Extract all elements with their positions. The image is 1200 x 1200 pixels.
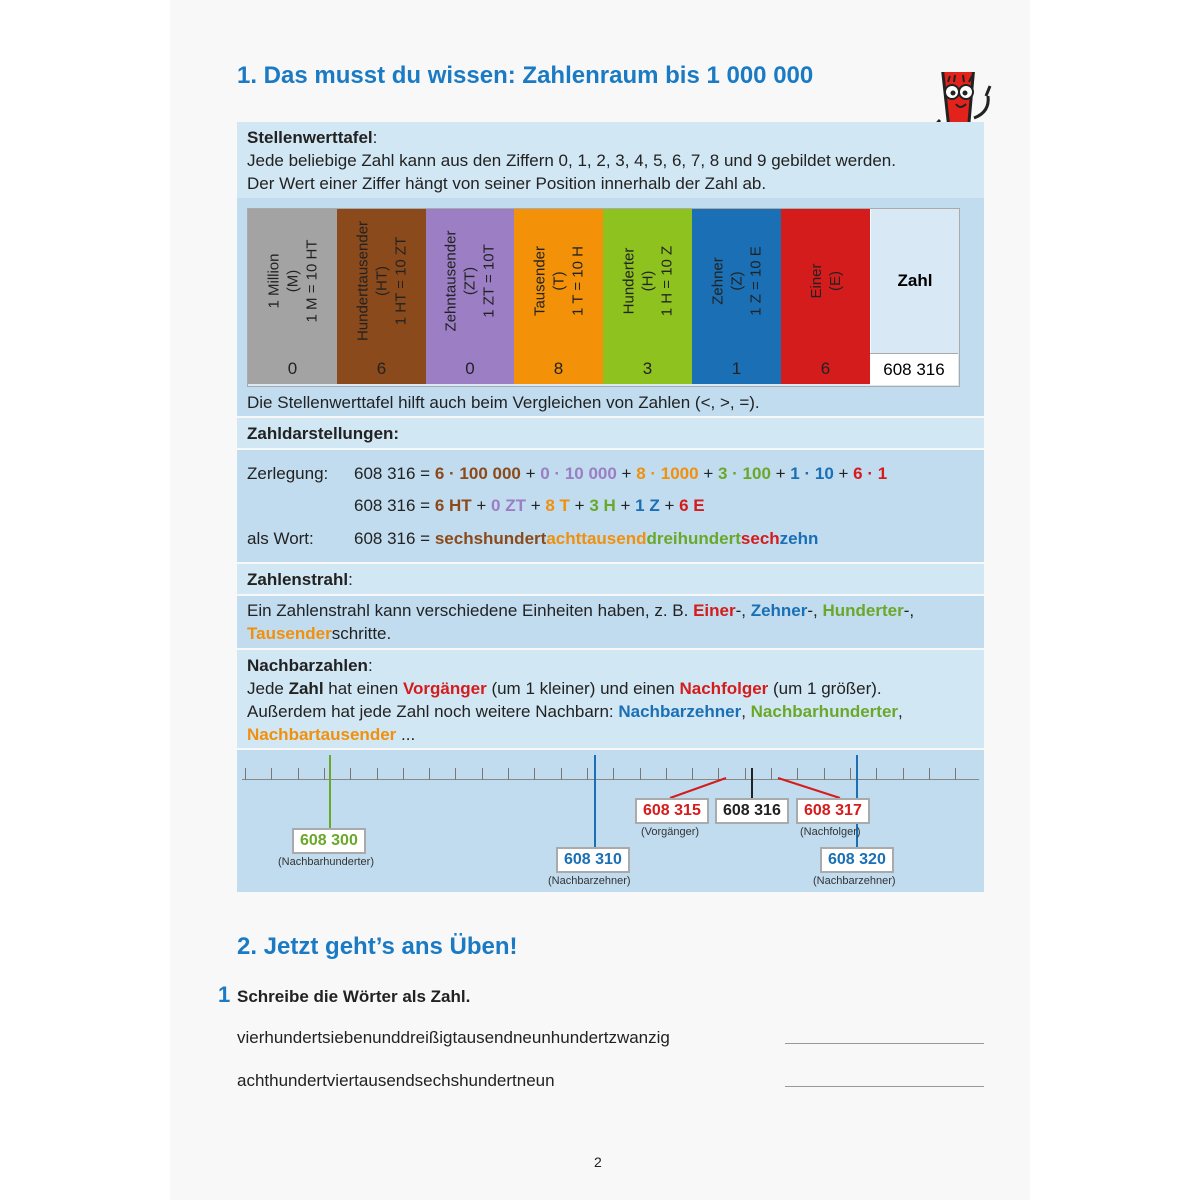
place-column-7 [781,209,871,353]
place-column-label [353,221,410,341]
zerlegung-number: 608 316 [354,496,416,515]
zerlegung-term: 6 [434,464,445,483]
number-header: Zahl [897,271,933,290]
plus-sign: + [471,496,492,515]
place-column-2 [337,209,427,353]
word-sech: sech [740,529,780,548]
label-abbr: (ZT) [461,266,479,296]
nachbarzahlen-line1: Jede Zahl hat einen Vorgänger (um 1 kleiner) und einen Nachfolger (um 1 größer). [247,679,882,698]
plus-sign: + [526,496,546,515]
zerlegung-term: · [727,464,743,483]
number-line-tick [929,768,930,780]
plus-sign: + [569,496,590,515]
label-name: Zehner [709,257,726,305]
zerlegung-number: 608 316 [354,464,416,483]
zerlegung-term: 8 [636,464,646,483]
word-acht: acht [546,529,582,548]
place-value-digit: 8 [514,353,604,384]
number-value-cell: 608 316 [870,353,958,385]
zahlenstrahl-line2: Tausenderschritte. [247,624,392,643]
zerlegung-place-term: 6 HT [434,496,472,515]
connector-608310 [594,755,596,847]
connector-608300 [329,755,331,828]
place-value-digit: 6 [337,353,427,384]
zerlegung-term: · [549,464,565,483]
plus-sign: + [833,464,854,483]
label-rule: 1 T = 10 H [569,246,586,316]
number-line-tick [640,768,641,780]
word-dreihundert: dreihundert [646,529,741,548]
label-name: Tausender [531,245,548,317]
number-line-box: 608 320 [820,847,894,873]
label-rule: 1 HT = 10 ZT [392,236,409,326]
number-line-axis [242,779,979,780]
zerlegung-term: · [862,464,878,483]
number-line-tick [903,768,904,780]
wort-number: 608 316 [354,529,416,548]
number-line-box: 608 317 [796,798,870,824]
zerlegung-term: 1 [877,464,888,483]
place-column-5 [603,209,693,353]
number-line-tick [508,768,509,780]
zerlegung-term: 6 [853,464,863,483]
zerlegung-term: 1000 [660,464,699,483]
zahlenstrahl-line1: Ein Zahlenstrahl kann verschiedene Einheiten haben, z. B. Einer-, Zehner-, Hunderter-, [247,601,915,620]
label-rule: 1 ZT = 10T [480,244,498,318]
place-value-digit: 3 [603,353,693,384]
label-name: Einer [807,263,825,299]
plus-sign: + [698,464,718,483]
zahldarstellungen-heading: Zahldarstellungen: [247,424,400,443]
place-column-label [807,263,845,298]
place-value-digit: 0 [248,353,338,384]
word-zehn: zehn [779,529,819,548]
label-abbr: (T) [550,271,567,291]
number-line-tick [429,768,430,780]
place-column-label [708,246,765,316]
number-line-box: 608 316 [715,798,789,824]
number-line-caption: (Vorgänger) [641,826,700,838]
answer-field-2[interactable] [785,1086,984,1087]
number-line-tick [534,768,535,780]
zerlegung-label: Zerlegung: [247,464,329,483]
plus-sign: + [659,496,680,515]
zerlegung-place-term: 8 T [545,496,570,515]
equals-sign: = [415,496,435,515]
zerlegung-term: 100 [742,464,771,483]
exercise-item-1: vierhundertsiebenunddreißigtausendneunhundertzwanzig [237,1028,670,1047]
nachbarzahlen-heading: Nachbarzahlen: [247,656,373,675]
number-line-caption: (Nachbarzehner) [548,875,631,887]
place-column-label [442,231,499,332]
label-abbr: (HT) [373,266,390,296]
label-rule: 1 H = 10 Z [658,245,675,317]
number-line-tick [324,768,325,780]
stellenwerttafel-line1: Jede beliebige Zahl kann aus den Ziffern 0, 1, 2, 3, 4, 5, 6, 7, 8 und 9 gebildet werden. [247,151,896,170]
zerlegung-term: 10 000 [564,464,617,483]
label-name: Hunderter [620,247,637,315]
label-rule: 1 M = 10 HT [303,239,320,323]
number-line-box: 608 300 [292,828,366,854]
zahlenstrahl-heading: Zahlenstrahl: [247,570,353,589]
number-line-caption: (Nachfolger) [800,826,861,838]
section1-title: 1. Das musst du wissen: Zahlenraum bis 1 000 000 [237,62,814,89]
wort-label: als Wort: [247,529,314,548]
zerlegung-term: 100 000 [459,464,521,483]
number-line-tick [403,768,404,780]
place-column-6 [692,209,782,353]
section2-title: 2. Jetzt geht’s ans Üben! [237,933,518,960]
place-column-label [619,246,676,316]
label-name: 1 Million [265,253,282,309]
label-name: Hunderttausender [354,220,371,342]
place-column-1 [248,209,338,353]
place-column-label [264,240,321,323]
nachbarzahlen-line3: Nachbartausender ... [247,725,416,744]
zerlegung-term: · [645,464,661,483]
exercise-number: 1 [218,982,231,1007]
word-tausend: tausend [581,529,647,548]
number-line-box: 608 310 [556,847,630,873]
plus-sign: + [615,496,636,515]
equals-sign: = [415,464,435,483]
exercise-item-2: achthundertviertausendsechshundertneun [237,1071,555,1090]
number-line-tick [613,768,614,780]
label-abbr: (E) [826,271,844,291]
zerlegung-term: 10 [814,464,834,483]
number-header-cell [870,209,959,353]
zerlegung-row1 [354,462,887,485]
label-abbr: (H) [639,270,656,292]
number-line-tick [455,768,456,780]
zerlegung-term: · [799,464,815,483]
equals-sign: = [415,529,435,548]
zerlegung-term: · [444,464,460,483]
zerlegung-term: 0 [540,464,550,483]
wort-row [354,527,818,550]
label-rule: 1 Z = 10 E [747,246,764,316]
exercise-instruction: Schreibe die Wörter als Zahl. [237,987,471,1006]
plus-sign: + [520,464,541,483]
label-abbr: (Z) [728,271,745,291]
place-value-digit: 6 [781,353,871,384]
number-line-caption: (Nachbarhunderter) [278,856,374,868]
place-value-note: Die Stellenwerttafel hilft auch beim Vergleichen von Zahlen (<, >, =). [247,393,760,412]
page-number: 2 [594,1154,602,1170]
word-hundert: sechshundert [434,529,547,548]
place-value-digit: 1 [692,353,782,384]
zerlegung-row2 [354,494,705,517]
plus-sign: + [616,464,637,483]
place-column-label [530,246,587,316]
number-line-tick [350,768,351,780]
number-line-caption: (Nachbarzehner) [813,875,896,887]
zerlegung-place-term: 0 ZT [491,496,526,515]
plus-sign: + [770,464,791,483]
number-line-tick [377,768,378,780]
number-line-tick [245,768,246,780]
answer-field-1[interactable] [785,1043,984,1044]
place-value-digit: 0 [426,353,515,384]
place-column-3 [426,209,515,353]
stellenwerttafel-line2: Der Wert einer Ziffer hängt von seiner Position innerhalb der Zahl ab. [247,174,767,193]
number-line-box: 608 315 [635,798,709,824]
zerlegung-place-term: 6 E [679,496,705,515]
number-line-tick [271,768,272,780]
number-line-tick [587,768,588,780]
number-line-tick [876,768,877,780]
zerlegung-term: 3 [717,464,728,483]
number-line-tick [298,768,299,780]
place-column-4 [514,209,604,353]
number-line-tick [482,768,483,780]
label-abbr: (M) [284,269,301,293]
zerlegung-place-term: 1 Z [635,496,660,515]
number-line-tick [955,768,956,780]
stellenwerttafel-heading: Stellenwerttafel: [247,128,378,147]
nachbarzahlen-line2: Außerdem hat jede Zahl noch weitere Nachbarn: Nachbarzehner, Nachbarhunderter, [247,702,903,721]
label-name: Zehntausender [442,230,460,332]
number-line-tick [561,768,562,780]
zerlegung-term: 1 [790,464,800,483]
zerlegung-place-term: 3 H [589,496,616,515]
